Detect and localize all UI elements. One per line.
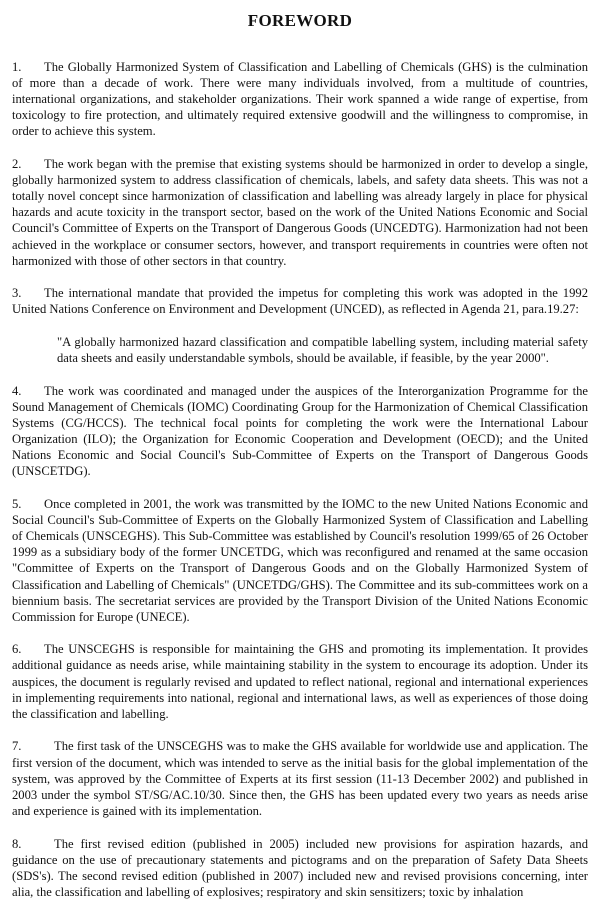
paragraph-text: The work was coordinated and managed under the auspices of the Interorganization Programme for the Sound Management of Chemicals (IOMC) Coordinating Group for the Harmonization of Chemical Classification Systems (CG/HCCS). The technical focal points for completing the work were the International Labour Organization (ILO); the Organization for Economic Cooperation and Development (OECD); and the United Nations Economic and Social Council's Sub-Committee of Experts on the Transport of Dangerous Goods (UNSCETDG).: [12, 383, 588, 479]
paragraph-number: 7.: [12, 739, 22, 754]
paragraph-5: [12, 496, 588, 625]
page-title: FOREWORD: [247, 11, 353, 30]
paragraph-text: The work began with the premise that existing systems should be harmonized in order to develop a single, globally harmonized system to address classification of chemicals, labels, and safety data sheets. This was not a totally novel concept since harmonization of classification and labelling was already largely in place for physical hazards and acute toxicity in the transport sector, based on the work of the United Nations Economic and Social Council's Committee of Experts on the Transport of Dangerous Goods (UNCEDTG). Harmonization had not been achieved in the workplace or consumer sectors, however, and transport requirements in countries were often not harmonized with those of other sectors in that country.: [12, 157, 588, 268]
paragraph-text: The Globally Harmonized System of Classification and Labelling of Chemicals (GHS) is the culmination of more than a decade of work. There were many individuals involved, from a multitude of countries, international organizations, and stakeholder organizations. Their work spanned a wide range of expertise, from toxicology to fire protection, and ultimately required extensive goodwill and the willingness to compromise, in order to achieve this system.: [12, 60, 588, 139]
paragraph-number: 1.: [12, 60, 22, 74]
paragraph-text: The first task of the UNSCEGHS was to make the GHS available for worldwide use and application. The first version of the document, which was intended to serve as the initial basis for the global implementation of the system, was approved by the Committee of Experts at its first session (11-13 December 2002) and published in 2003 under the symbol ST/SG/AC.10/30. Since then, the GHS has been updated every two years as needs arise and experience is gained with its implementation.: [12, 739, 588, 818]
paragraph-text: The UNSCEGHS is responsible for maintaining the GHS and promoting its implementation. It provides additional guidance as needs arise, while maintaining stability in the system to encourage its adoption. Under its auspices, the document is regularly revised and updated to reflect national, regional and international experiences in implementing requirements into national, regional and international laws, as well as experiences of those doing the classification and labelling.: [12, 642, 588, 721]
agenda-quote: "A globally harmonized hazard classification and compatible labelling system, including material safety data sheets and easily understandable symbols, should be available, if feasible, by the year 2000".: [57, 335, 588, 366]
document-body: [12, 59, 588, 916]
paragraph-text: Once completed in 2001, the work was transmitted by the IOMC to the new United Nations Economic and Social Council's Sub-Committee of Experts on the Globally Harmonized System of Classification and Labelling of Chemicals (UNSCEGHS). This Sub-Committee was established by Council's resolution 1999/65 of 26 October 1999 as a subsidiary body of the former UNCETDG, which was reconfigured and renamed at the same occasion "Committee of Experts on the Transport of Dangerous Goods and on the Globally Harmonized System of Classification and Labelling of Chemicals" (UNCETDG/GHS). The Committee and its sub-committees work on a biennium basis. The secretariat services are provided by the Transport Division of the United Nations Economic Commission for Europe (UNECE).: [12, 497, 588, 624]
paragraph-number: 6.: [12, 642, 22, 657]
paragraph-4: [12, 383, 588, 480]
paragraph-number: 8.: [12, 836, 22, 851]
paragraph-text: The international mandate that provided the impetus for completing this work was adopted in the 1992 United Nations Conference on Environment and Development (UNCED), as reflected in Agenda 21, para.19.27:: [12, 286, 588, 317]
paragraph-2: [12, 156, 588, 269]
paragraph-3: [12, 285, 588, 317]
paragraph-number: 5.: [12, 497, 22, 512]
paragraph-number: 2.: [12, 157, 22, 172]
paragraph-text: The first revised edition (published in 2005) included new provisions for aspiration hazards, and guidance on the use of precautionary statements and pictograms and on the preparation of Safety Data Sheets (SDS's). The second revised edition (published in 2007) included new and revised provisions concerning, inter alia, the classification and labelling of explosives; respiratory and skin sensitizers; toxic by inhalation: [12, 836, 588, 899]
paragraph-6: [12, 641, 588, 721]
paragraph-7: [12, 738, 588, 818]
paragraph-8: [12, 836, 588, 900]
paragraph-number: 4.: [12, 383, 22, 398]
paragraph-number: 3.: [12, 286, 22, 301]
paragraph-1: [12, 59, 588, 139]
